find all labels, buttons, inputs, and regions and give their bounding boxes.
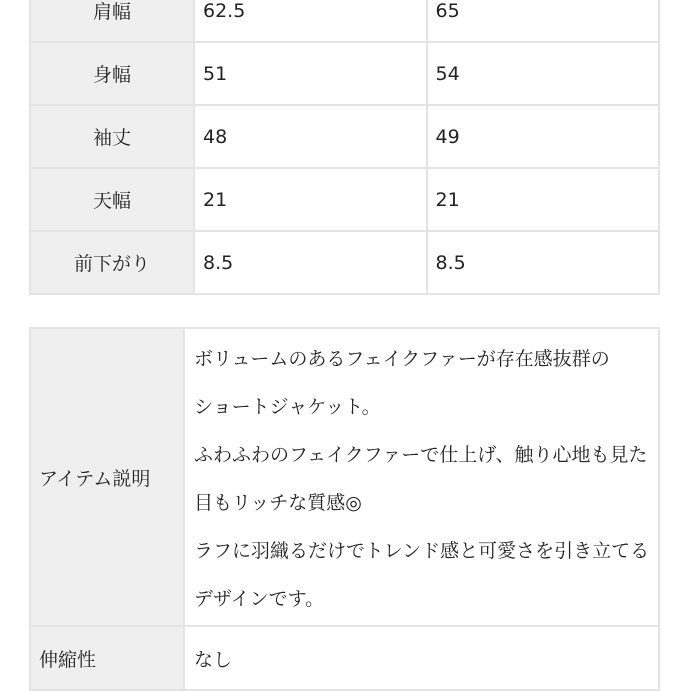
description-line: ふわふわのフェイクファーで仕上げ、触り心地も見た: [194, 444, 648, 466]
size-value-2: 8.5: [427, 231, 660, 294]
size-value-1: 62.5: [194, 0, 427, 42]
info-label: 伸縮性: [30, 626, 184, 690]
row-label: 前下がり: [30, 231, 194, 294]
size-value-2: 65: [427, 0, 660, 42]
row-label: 肩幅: [30, 0, 194, 42]
description-line: ラフに羽織るだけでトレンド感と可愛さを引き立てる: [194, 540, 650, 562]
size-row-body-width: [30, 42, 659, 105]
size-row-shoulder: [30, 0, 659, 42]
row-label: 身幅: [30, 42, 194, 105]
size-value-2: 21: [427, 168, 660, 231]
item-info-table: [29, 327, 660, 691]
row-label: 袖丈: [30, 105, 194, 168]
size-row-neck-width: [30, 168, 659, 231]
size-row-sleeve: [30, 105, 659, 168]
description-line: 目もリッチな質感◎: [194, 492, 362, 514]
description-text: [184, 328, 659, 626]
size-row-front-drop: [30, 231, 659, 294]
size-value-2: 54: [427, 42, 660, 105]
size-value-2: 49: [427, 105, 660, 168]
stretch-value: なし: [184, 626, 659, 690]
row-label: 天幅: [30, 168, 194, 231]
info-label: アイテム説明: [30, 328, 184, 626]
size-value-1: 21: [194, 168, 427, 231]
size-value-1: 8.5: [194, 231, 427, 294]
size-table: [29, 0, 660, 295]
size-value-1: 51: [194, 42, 427, 105]
description-line: デザインです。: [194, 588, 325, 610]
description-line: ボリュームのあるフェイクファーが存在感抜群の: [194, 348, 610, 370]
info-row-stretch: [30, 626, 659, 690]
info-row-description: [30, 328, 659, 626]
description-line: ショートジャケット。: [194, 396, 381, 418]
size-value-1: 48: [194, 105, 427, 168]
